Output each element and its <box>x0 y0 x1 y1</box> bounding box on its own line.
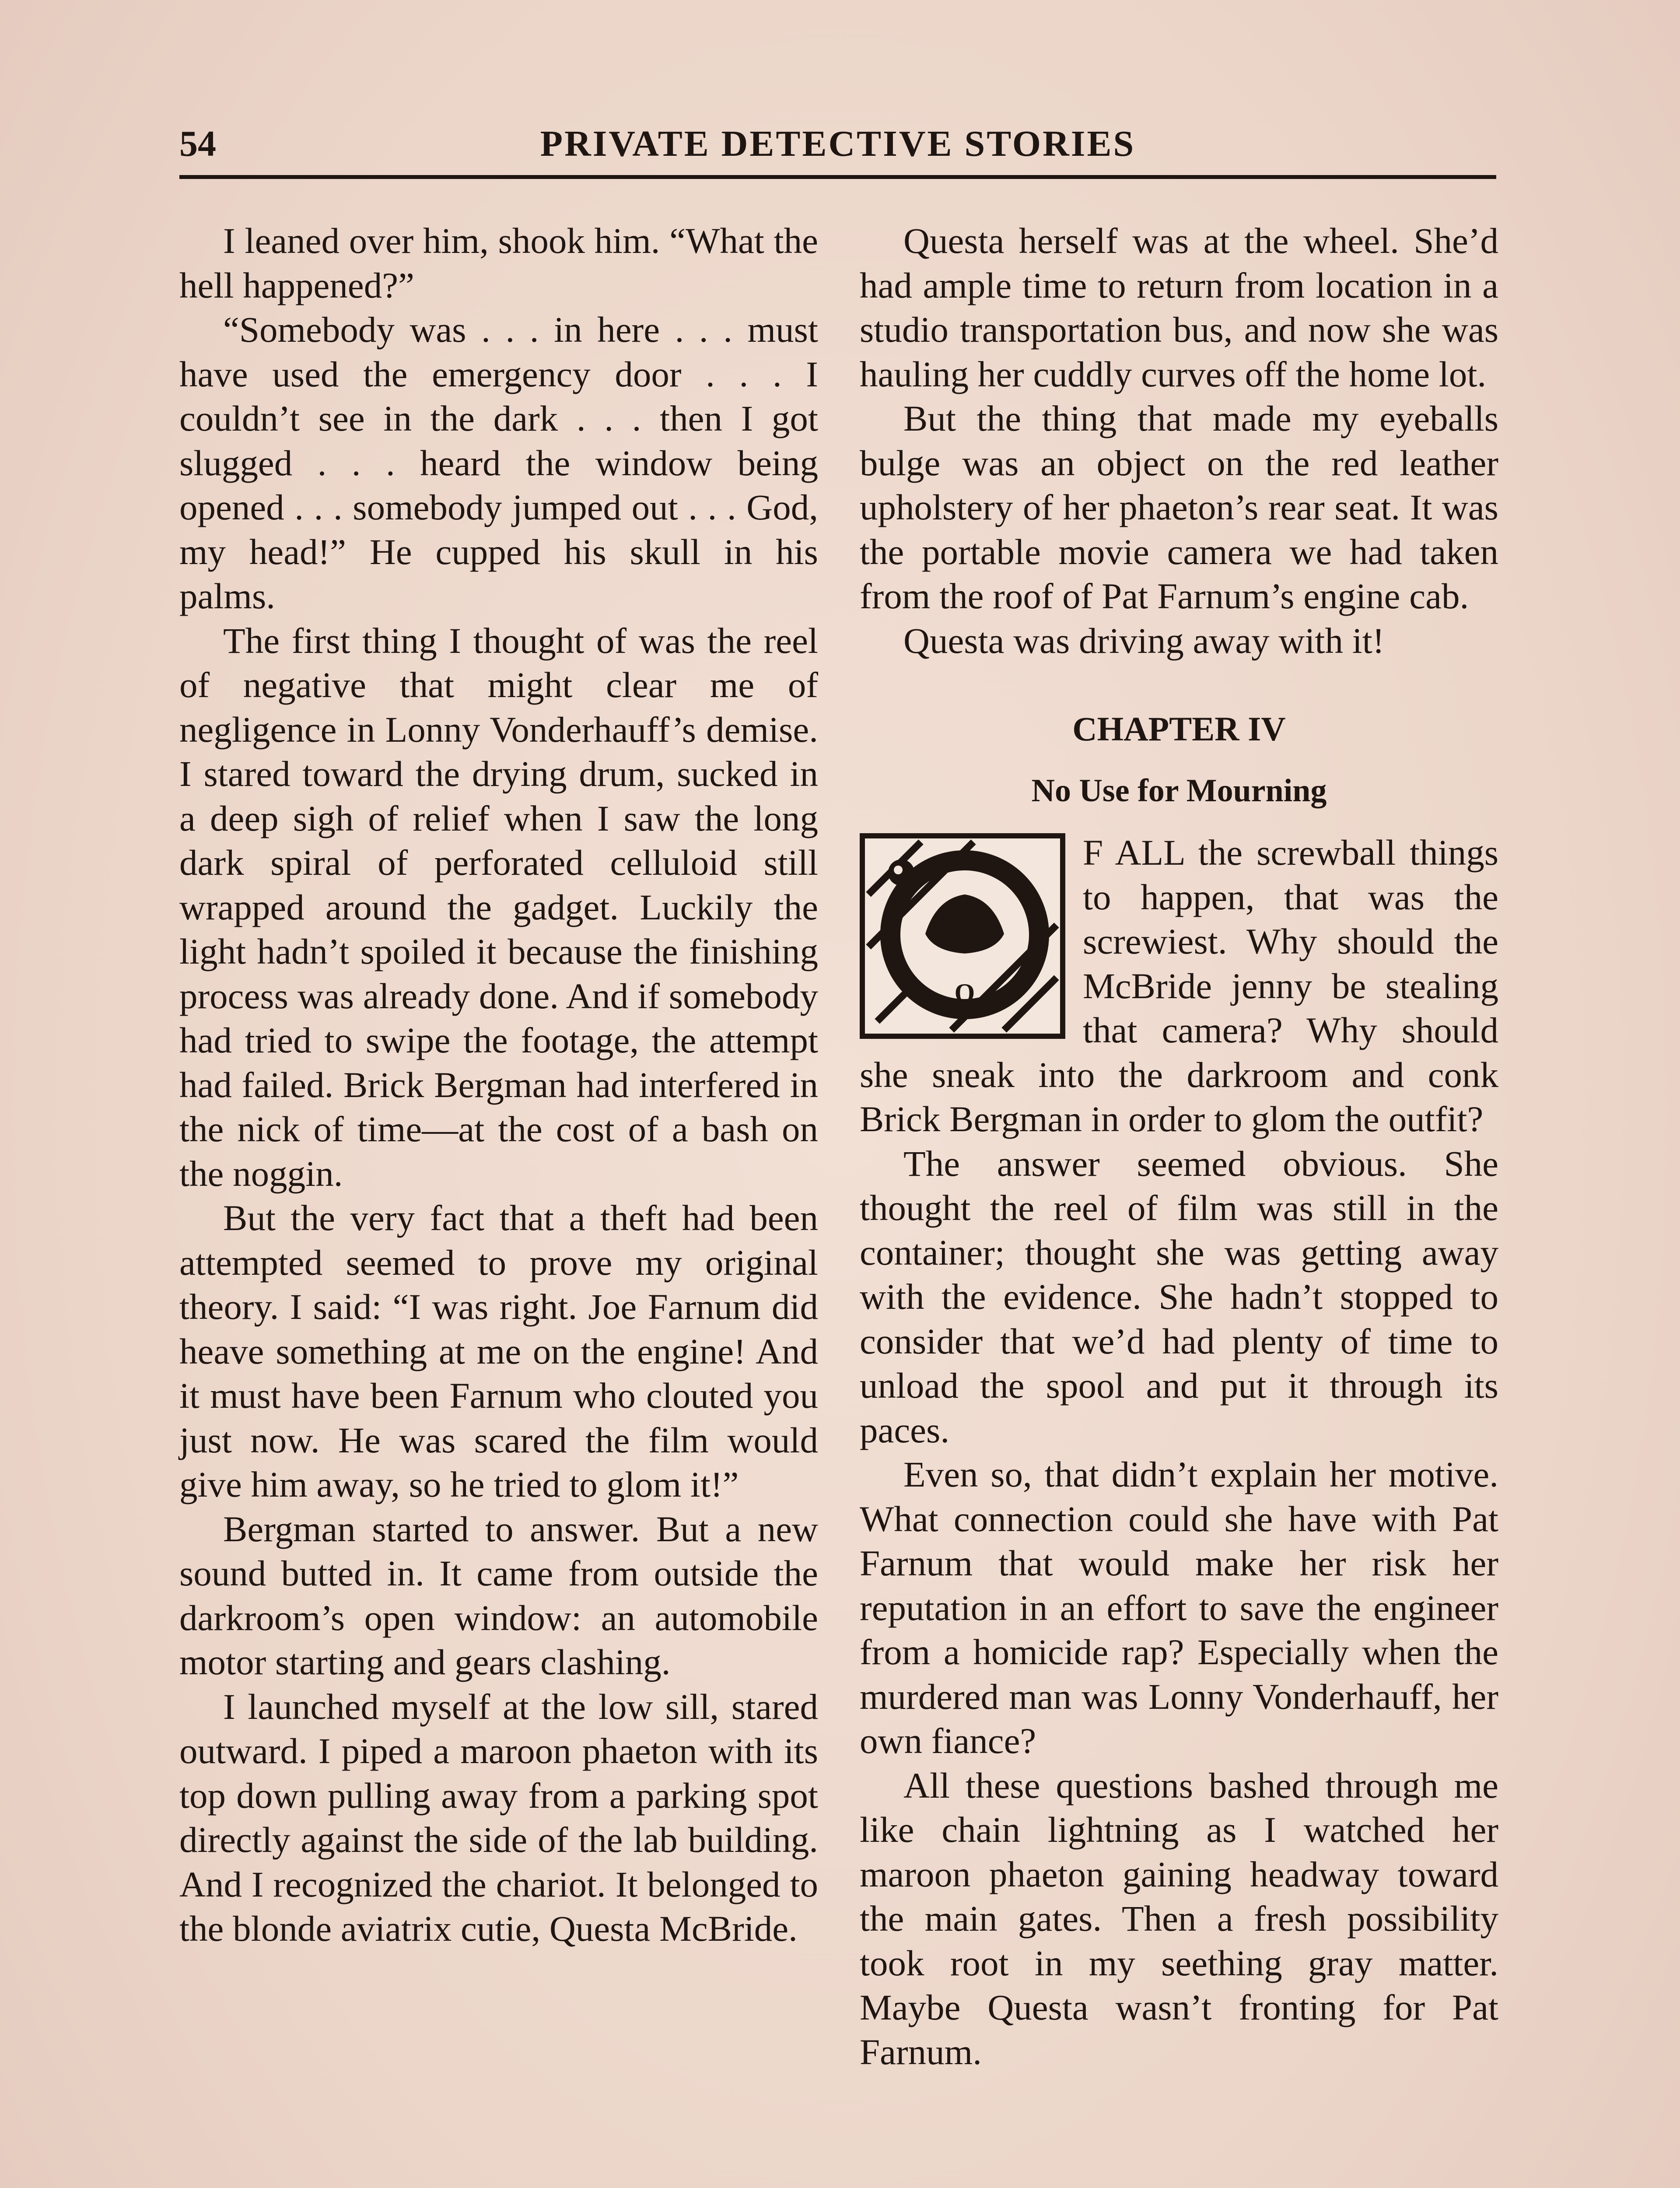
paragraph: The answer seemed obvious. She thought the reel of film was still in the container; thought she was getting away with the evidence. She hadn’t stopped to consider that we’d had plenty of time to unload the spool and put it through its paces. <box>860 1143 1498 1450</box>
right-column <box>860 219 1498 2074</box>
chapter-subtitle: No Use for Mourning <box>1031 772 1327 809</box>
paragraph: But the thing that made my eyeballs bulge was an object on the red leather upholstery of her phaeton’s rear seat. It was the portable movie camera we had taken from the roof of Pat Farnum’s engine cab. <box>860 398 1498 616</box>
running-title: PRIVATE DETECTIVE STORIES <box>540 123 1136 164</box>
paragraph: “Somebody was . . . in here . . . must have used the emergency door . . . I couldn’t see in the dark . . . then I got slugged . . . heard the window being opened . . . somebody jumped out . . . God, my head!” He cupped his skull in his palms. <box>179 309 818 616</box>
paragraph: Questa was driving away with it! <box>903 620 1385 661</box>
decorative-dropcap-o <box>860 833 1065 1039</box>
page-number: 54 <box>179 123 216 164</box>
paragraph: All these questions bashed through me like chain lightning as I watched her maroon phaeton gaining headway toward the main gates. Then a fresh possibility took root in my seething gray matter. Maybe Questa wasn’t fronting for Pat Farnum. <box>860 1765 1498 2072</box>
page-header <box>179 118 1496 179</box>
paragraph: I leaned over him, shook him. “What the hell happened?” <box>179 221 818 305</box>
paragraph: I launched myself at the low sill, stared outward. I piped a maroon phaeton with its top down pulling away from a parking spot directly against the side of the lab building. And I recognized the chariot. It belonged to the blonde aviatrix cutie, Questa McBride. <box>179 1686 818 1949</box>
paragraph: Questa herself was at the wheel. She’d had ample time to return from location in a studio transportation bus, and now she was hauling her cuddly curves off the home lot. <box>860 221 1498 394</box>
chapter-heading: CHAPTER IV <box>1072 710 1286 748</box>
paragraph: Even so, that didn’t explain her motive. What connection could she have with Pat Farnum that would make her risk her reputation in an effort to save the engineer from a homicide rap? Especially when the murdered man was Lonny Vonderhauff, her own fiance? <box>860 1454 1498 1761</box>
left-column <box>179 219 818 1951</box>
dropcap-illustration <box>860 833 1065 1039</box>
dropcap-letter: O <box>954 978 975 1007</box>
paragraph: The first thing I thought of was the reel of negative that might clear me of negligence in Lonny Vonderhauff’s demise. I stared toward the drying drum, sucked in a deep sigh of relief when I saw the long dark spiral of perforated celluloid still wrapped around the gadget. Luckily the light hadn’t spoiled it because the finishing process was already done. And if somebody had tried to swipe the footage, the attempt had failed. Brick Bergman had interfered in the nick of time—at the cost of a bash on the noggin. <box>179 620 818 1194</box>
paragraph: Bergman started to answer. But a new sound butted in. It came from outside the darkroom’s open window: an automobile motor starting and gears clashing. <box>179 1508 818 1682</box>
paragraph: F ALL the screwball things to happen, that was the screwiest. Why should the McBride jenny be stealing that camera? Why should she sneak into the darkroom and conk Brick Bergman in order to glom the outfit? <box>860 832 1498 1139</box>
paragraph: But the very fact that a theft had been attempted seemed to prove my original theory. I said: “I was right. Joe Farnum did heave something at me on the engine! And it must have been Farnum who clouted you just now. He was scared the film would give him away, so he tried to glom it!” <box>179 1198 818 1504</box>
